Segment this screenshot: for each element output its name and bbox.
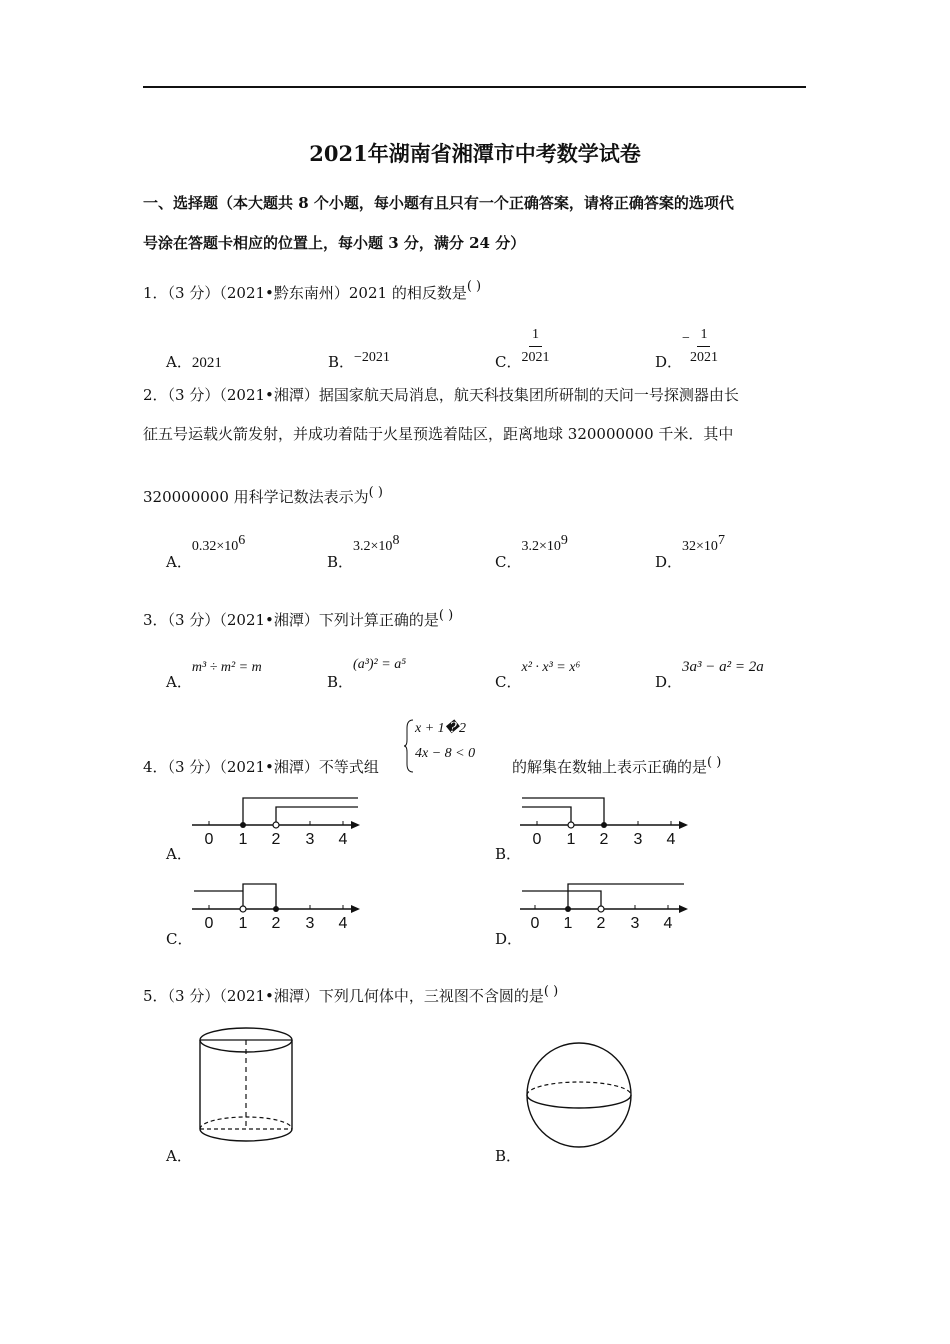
q4-option-a-numberline[interactable] [190,794,370,850]
q3-c-label: C． [495,673,522,691]
q1-answer-paren: ( ) [466,279,482,294]
q3-c-expr: x² · x³ = x⁶ [521,660,581,675]
q1-option-d[interactable] [655,322,718,371]
q2-c-exponent: 9 [560,533,568,548]
q2-stem-line3 [143,486,383,507]
q1-a-value: 2021 [191,355,222,371]
q1-option-b[interactable] [328,351,390,372]
tick-0: 0 [204,831,214,848]
q2-answer-paren: ( ) [368,485,383,500]
tick-0: 0 [204,915,214,932]
q2-stem-line1: 2．（3 分）（2021•湘潭）据国家航天局消息，航天科技集团所研制的天问一号探测器由长 [143,386,739,404]
tick-2: 2 [596,915,606,932]
q1-stem [143,279,482,303]
q3-b-label: B． [327,673,354,691]
q2-d-base: 32×10 [682,539,718,554]
tick-2: 2 [599,831,609,848]
q1-d-label: D． [655,353,683,371]
q5-stem [143,985,558,1006]
q4-option-d-numberline[interactable] [518,878,698,934]
q1-d-sign: − [682,331,690,346]
q5-option-a-cylinder[interactable] [192,1025,302,1147]
q3-b-expr: (a³)² = a⁵ [353,657,407,672]
q4-a-label: A． [166,845,192,863]
q4-stem-post-text: 的解集在数轴上表示正确的是 [512,758,708,776]
q3-option-c[interactable] [495,655,581,691]
q2-a-exponent: 6 [238,533,246,548]
q2-b-exponent: 8 [392,533,400,548]
tick-4: 4 [666,831,676,848]
q5-b-label: B． [495,1147,522,1165]
q3-a-expr: m³ ÷ m² = m [191,660,262,675]
q2-stem-line2: 征五号运载火箭发射，并成功着陆于火星预选着陆区，距离地球 320000000 千米．其中 [143,425,734,443]
q2-a-label: A． [166,553,192,571]
q4-answer-paren: ( ) [707,755,722,770]
q5-option-b-sphere[interactable] [522,1040,637,1150]
q1-c-numerator: 1 [529,326,542,347]
q3-stem-text: 3．（3 分）（2021•湘潭）下列计算正确的是 [143,611,439,629]
tick-3: 3 [633,831,643,848]
q2-b-label: B． [327,553,354,571]
q4-system-brace [403,718,415,774]
q1-c-label: C． [495,353,522,371]
q4-inequality-1: x + 1�2 [415,721,467,736]
q1-option-a[interactable] [166,351,222,372]
q5-answer-paren: ( ) [543,984,559,999]
q3-option-a[interactable] [166,655,262,691]
tick-3: 3 [305,915,315,932]
q2-option-a[interactable] [166,533,246,571]
tick-2: 2 [271,831,281,848]
tick-1: 1 [563,915,573,932]
q2-a-base: 0.32×10 [191,539,239,554]
tick-1: 1 [238,915,248,932]
q1-b-value: −2021 [354,350,390,365]
tick-3: 3 [305,831,315,848]
q4-option-c-numberline[interactable] [190,878,370,934]
q2-c-base: 3.2×10 [521,539,561,554]
tick-4: 4 [338,831,348,848]
q3-d-label: D． [655,673,683,691]
q4-b-label: B． [495,845,522,863]
top-rule [143,86,806,88]
q3-d-expr: 3a³ − a² = 2a [682,659,764,675]
tick-1: 1 [238,831,248,848]
tick-1: 1 [566,831,576,848]
tick-0: 0 [530,915,540,932]
tick-4: 4 [663,915,673,932]
q3-stem [143,609,453,630]
q2-c-label: C． [495,553,522,571]
q2-b-base: 3.2×10 [353,539,393,554]
q1-c-denominator: 2021 [521,350,550,365]
tick-0: 0 [532,831,542,848]
q4-c-label: C． [166,930,193,948]
q1-d-fraction [690,326,718,367]
q2-stem3-text: 320000000 用科学记数法表示为 [143,488,369,506]
q2-option-c[interactable] [495,533,568,571]
q1-c-fraction [521,326,549,367]
q5-stem-text: 5．（3 分）（2021•湘潭）下列几何体中，三视图不含圆的是 [143,987,544,1005]
tick-4: 4 [338,915,348,932]
q1-d-denominator: 2021 [689,350,718,365]
q2-option-b[interactable] [327,533,400,571]
q4-stem-post [512,756,721,777]
q3-a-label: A． [166,673,192,691]
q2-option-d[interactable] [655,533,725,571]
q4-stem-pre: 4．（3 分）（2021•湘潭）不等式组 [143,758,379,776]
q1-a-label: A． [166,353,192,371]
q1-option-c[interactable] [495,322,550,371]
q3-option-b[interactable] [327,652,407,691]
tick-2: 2 [271,915,281,932]
q4-option-b-numberline[interactable] [518,794,698,850]
q3-answer-paren: ( ) [438,608,454,623]
q4-inequality-2: 4x − 8 < 0 [415,746,476,761]
q1-d-numerator: 1 [697,326,710,347]
q1-b-label: B． [328,353,355,371]
section-heading-line1: 一、选择题（本大题共 8 个小题，每小题有且只有一个正确答案，请将正确答案的选项代 [143,194,734,212]
q2-d-label: D． [655,553,683,571]
section-heading-line2: 号涂在答题卡相应的位置上，每小题 3 分，满分 24 分） [143,234,526,252]
q4-d-label: D． [495,930,523,948]
tick-3: 3 [630,915,640,932]
q1-stem-text: 1．（3 分）（2021•黔东南州）2021 的相反数是 [143,284,467,302]
q5-a-label: A． [166,1147,192,1165]
page-title: 2021年湖南省湘潭市中考数学试卷 [309,141,641,166]
q3-option-d[interactable] [655,655,764,691]
q2-d-exponent: 7 [717,533,725,548]
